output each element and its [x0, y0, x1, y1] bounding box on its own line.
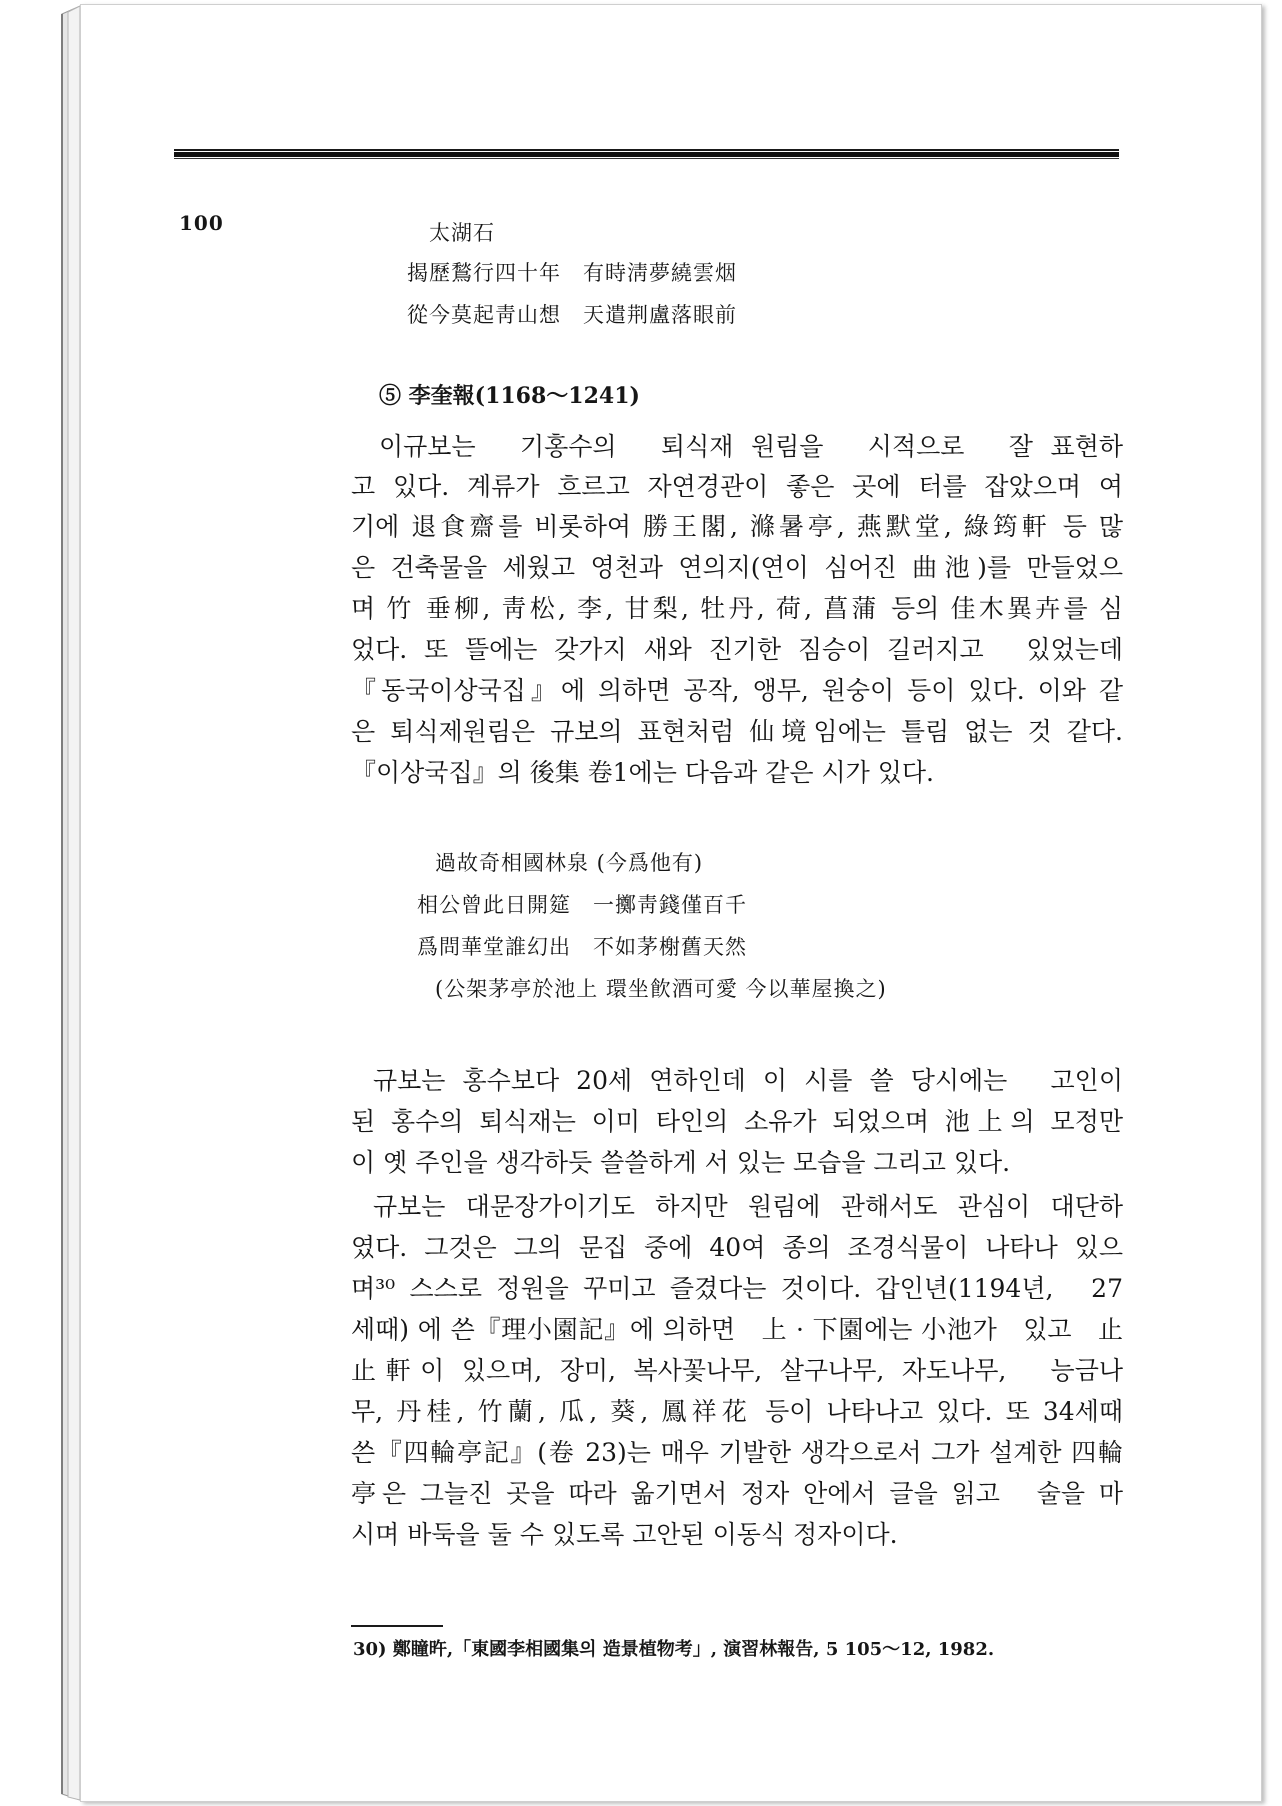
paragraph-line: 쓴『四輪亭記』(卷 23)는 매우 기발한 생각으로서 그가 설계한 四輪	[351, 1438, 1123, 1467]
poem-line: 揭歷鶖行四十年 有時淸夢繞雲烟	[407, 261, 737, 285]
paragraph-line: 시며 바둑을 둘 수 있도록 고안된 이동식 정자이다.	[351, 1520, 898, 1549]
paragraph-line: 『이상국집』의 後集 卷1에는 다음과 같은 시가 있다.	[351, 758, 934, 787]
poem-line: 從今莫起靑山想 天遣荆盧落眼前	[407, 303, 737, 327]
paragraph-line: 규보는 대문장가이기도 하지만 원림에 관해서도 관심이 대단하	[373, 1192, 1123, 1221]
paragraph-line: 은 퇴식제원림은 규보의 표현처럼 仙境임에는 틀림 없는 것 같다.	[351, 717, 1123, 746]
paragraph-line: 며 竹 垂柳, 靑松, 李, 甘梨, 牡丹, 荷, 菖蒲 등의 佳木異卉를 심	[351, 594, 1123, 623]
paragraph-line: 고 있다. 계류가 흐르고 자연경관이 좋은 곳에 터를 잡았으며 여	[351, 472, 1123, 501]
header-rule	[174, 149, 1119, 159]
paragraph-line: 은 건축물을 세웠고 영천과 연의지(연이 심어진 曲池)를 만들었으	[351, 553, 1123, 582]
paragraph-line: 세때) 에 쓴『理小園記』에 의하면 上 · 下園에는 小池가 있고 止	[351, 1315, 1123, 1344]
poem-line: 爲問華堂誰幻出 不如茅榭舊天然	[417, 935, 747, 959]
poem-title: 過故奇相國林泉 (今爲他有)	[435, 851, 704, 875]
poem-note: (公架茅亭於池上 環坐飮酒可愛 今以華屋換之)	[435, 977, 887, 1001]
paragraph-line: 무, 丹桂, 竹蘭, 瓜, 葵, 鳳祥花 등이 나타나고 있다. 또 34세때	[351, 1397, 1123, 1426]
paragraph-line: 기에 退食齋를 비롯하여 勝王閣, 滌暑亭, 燕默堂, 綠筠軒 등 많	[351, 512, 1123, 541]
page-number: 100	[179, 211, 224, 235]
paragraph-line: 며³⁰ 스스로 정원을 꾸미고 즐겼다는 것이다. 갑인년(1194년, 27	[351, 1274, 1123, 1303]
footnote: 30) 鄭瞳旿,「東國李相國集의 造景植物考」, 演習林報告, 5 105～12, 1982.	[353, 1639, 995, 1660]
paragraph-line: 규보는 홍수보다 20세 연하인데 이 시를 쓸 당시에는 고인이	[373, 1066, 1123, 1095]
paragraph-line: 였다. 그것은 그의 문집 중에 40여 종의 조경식물이 나타나 있으	[351, 1233, 1123, 1262]
paragraph-line: 이규보는 기홍수의 퇴식재 원림을 시적으로 잘 표현하	[379, 432, 1123, 461]
paragraph-line: 이 옛 주인을 생각하듯 쓸쓸하게 서 있는 모습을 그리고 있다.	[351, 1148, 1011, 1177]
book-page	[80, 4, 1262, 1802]
footnote-rule	[351, 1625, 443, 1627]
poem-line: 相公曾此日開筵 一擲靑錢僅百千	[417, 893, 747, 917]
paragraph-line: 된 홍수의 퇴식재는 이미 타인의 소유가 되었으며 池上의 모정만	[351, 1107, 1123, 1136]
paragraph-line: 亭은 그늘진 곳을 따라 옮기면서 정자 안에서 글을 읽고 술을 마	[351, 1479, 1123, 1508]
section-heading: ⑤ 李奎報(1168～1241)	[379, 383, 640, 409]
paragraph-line: 었다. 또 뜰에는 갖가지 새와 진기한 짐승이 길러지고 있었는데	[351, 635, 1123, 664]
poem-title: 太湖石	[429, 221, 495, 245]
paragraph-line: 止軒이 있으며, 장미, 복사꽃나무, 살구나무, 자도나무, 능금나	[351, 1356, 1123, 1385]
paragraph-line: 『동국이상국집』에 의하면 공작, 앵무, 원숭이 등이 있다. 이와 같	[351, 676, 1123, 705]
